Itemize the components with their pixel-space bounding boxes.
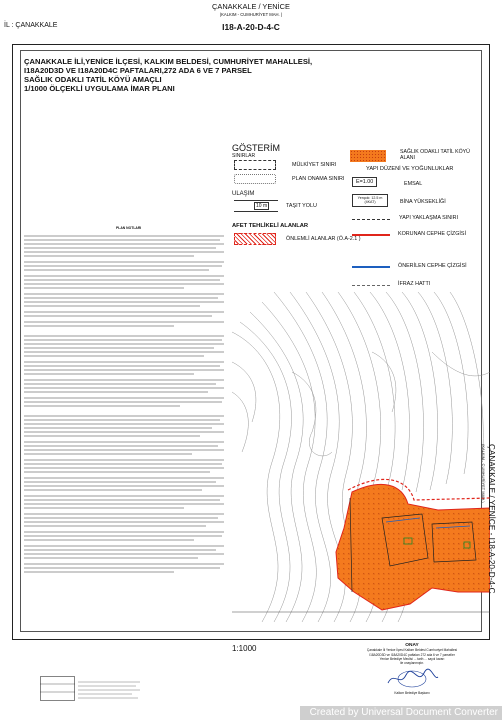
setback-line-symbol <box>352 219 390 220</box>
province-label: İL : ÇANAKKALE <box>4 22 58 29</box>
legend-onerilen: ÖNERİLEN CEPHE ÇİZGİSİ <box>398 263 467 269</box>
approval-title: ONAY <box>405 643 419 648</box>
road-width-box: 10 m <box>256 203 268 209</box>
stamp-table <box>40 676 150 716</box>
legend-onlemli: ÖNLEMLİ ALANLAR (Ö.A-2.1 ) <box>286 236 361 242</box>
header-subtitle: (KALKIM - CUMHURİYET MAH. ) <box>219 12 283 17</box>
legend-mulkiyet: MÜLKİYET SINIRI <box>292 162 337 168</box>
plan-title-line: I18A20D3D VE I18A20D4C PAFTALARI,272 ADA 6 VE 7 PARSEL <box>24 66 252 75</box>
legend-tatil-koy: SAĞLIK ODAKLI TATİL KÖYÜ ALANI <box>400 149 470 162</box>
signature-stamp <box>382 667 442 689</box>
approval-block <box>332 644 492 696</box>
road-symbol <box>234 200 278 212</box>
header-title: ÇANAKKALE / YENİCE <box>212 2 290 11</box>
vertical-sheet-title <box>480 444 498 640</box>
vertical-title-main: ÇANAKKALE / YENİCE - I18-A-20-D-4-C <box>487 444 496 594</box>
legend-zoning-heading: YAPI DÜZENİ VE YOĞUNLUKLAR <box>366 166 454 172</box>
subdivision-line-symbol <box>352 285 390 286</box>
legend-tasit-yolu: TAŞIT YOLU <box>286 203 317 209</box>
plan-approval-boundary-symbol <box>234 174 276 184</box>
legend-ifraz: İFRAZ HATTI <box>398 281 431 287</box>
legend-heading: GÖSTERİM <box>232 143 281 153</box>
approval-line: Çanakkale İli Yenice İlçesi Kalkım Beldesi Cumhuriyet Mahallesi <box>366 648 458 653</box>
plan-notes-text <box>24 232 230 622</box>
legend-emsal: EMSAL <box>404 181 423 187</box>
legend-hazard-heading: AFET TEHLİKELİ ALANLAR <box>232 223 309 229</box>
plan-title-line: SAĞLIK ODAKLI TATİL KÖYÜ AMAÇLI <box>24 75 162 84</box>
vertical-title-sub: (KALKIM - CUMHURİYET MAH.) <box>481 444 486 503</box>
legend-korunan: KORUNAN CEPHE ÇİZGİSİ <box>398 231 466 237</box>
map-scale: 1:1000 <box>232 644 257 653</box>
protected-facade-symbol <box>352 234 390 236</box>
approval-signer: Kalkım Belediye Başkanı <box>394 691 430 696</box>
plan-title <box>24 57 324 93</box>
converter-watermark: Created by Universal Document Converter <box>300 706 502 720</box>
proposed-facade-symbol <box>352 266 390 268</box>
sheet-header <box>0 0 502 44</box>
legend-yaklasma: YAPI YAKLAŞMA SINIRI <box>399 215 459 221</box>
approval-line: ile onaylanmıştır. <box>400 661 424 666</box>
legend-bina: BİNA YÜKSEKLİĞİ <box>400 199 446 205</box>
approval-line: Yenice Belediye Meclisi ... tarih ... sayılı kararı <box>379 656 445 661</box>
holiday-village-zone-symbol <box>350 150 386 162</box>
ownership-boundary-symbol <box>234 160 276 170</box>
legend-plan-onama: PLAN ONAMA SINIRI <box>292 176 345 182</box>
plan-title-line: ÇANAKKALE İLİ,YENİCE İLÇESİ, KALKIM BELDESİ, CUMHURİYET MAHALLESİ, <box>24 57 313 66</box>
site-map <box>232 292 490 622</box>
holiday-village-zone <box>336 484 490 610</box>
approval-line: I18A20D3D ve I18A20D4C paftaları 272 ada 6 ve 7 parseller <box>369 652 455 657</box>
legend-transport-heading: ULAŞIM <box>232 191 255 197</box>
sheet-number: I18-A-20-D-4-C <box>222 22 280 32</box>
legend-boundaries-heading: SINIRLAR <box>232 153 256 158</box>
plan-title-line: 1/1000 ÖLÇEKLİ UYGULAMA İMAR PLANI <box>24 84 175 93</box>
far-box: E=1.00 <box>352 177 377 187</box>
hazard-area-symbol <box>234 233 276 245</box>
height-box: Yençok: 12.5 m (4KAT) <box>352 194 388 207</box>
notes-title: PLAN NOTLARI <box>116 226 142 230</box>
